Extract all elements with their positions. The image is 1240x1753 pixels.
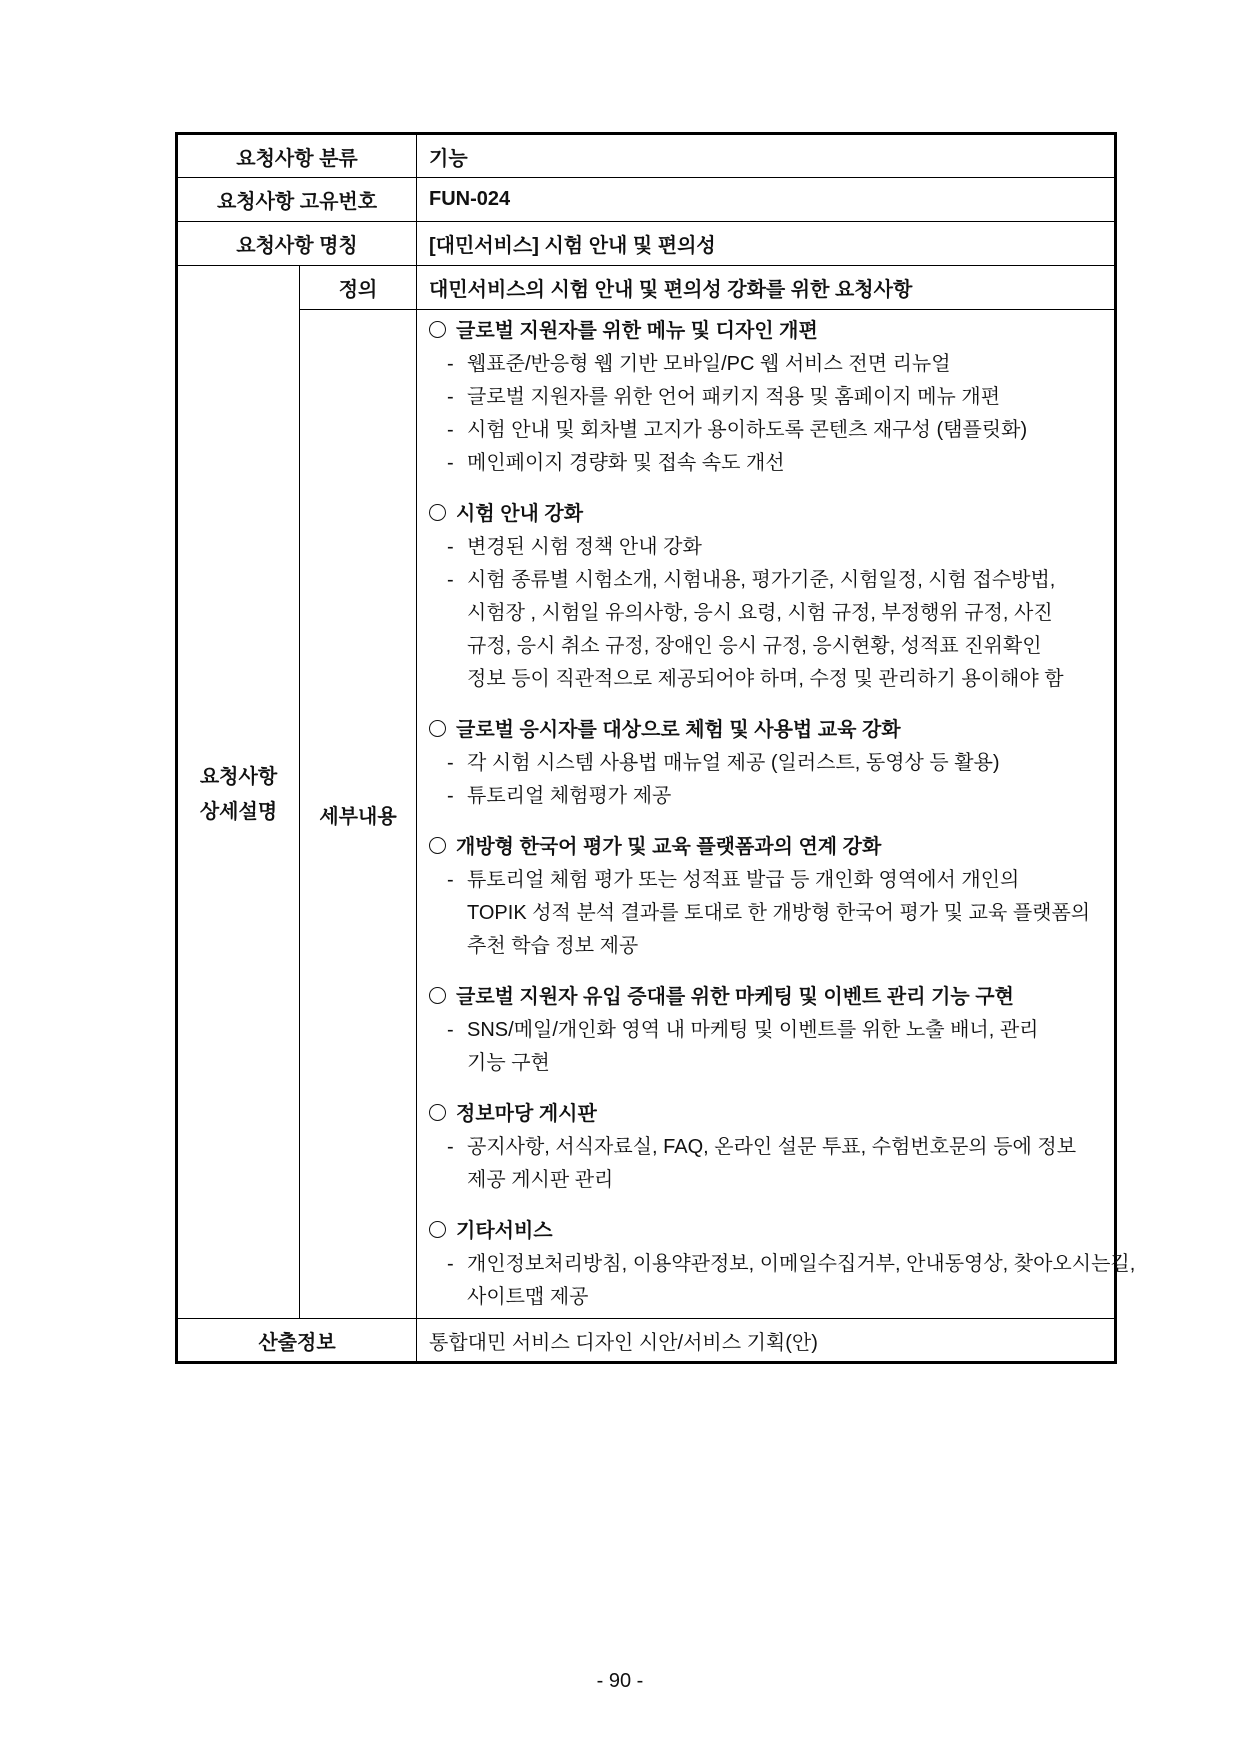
detail-line-text: TOPIK 성적 분석 결과를 토대로 한 개방형 한국어 평가 및 교육 플랫폼의: [467, 901, 1091, 924]
circle-bullet-icon: [429, 1104, 446, 1121]
dash-bullet-icon: -: [447, 751, 454, 774]
detail-section: [429, 498, 1102, 696]
row-output: [177, 1319, 1116, 1363]
detail-line: [429, 381, 1102, 414]
dash-bullet-icon: -: [447, 868, 454, 891]
detail-label: [177, 266, 300, 1319]
name-value: [대민서비스] 시험 안내 및 편의성: [417, 222, 1116, 266]
requirement-table: [175, 132, 1136, 1364]
detail-line-text: 시험 종류별 시험소개, 시험내용, 평가기준, 시험일정, 시험 접수방법,: [467, 568, 1056, 591]
circle-bullet-icon: [429, 720, 446, 737]
detail-line: [429, 1281, 1102, 1314]
detail-line-text: 튜토리얼 체험평가 제공: [467, 784, 672, 807]
output-value: 통합대민 서비스 디자인 시안/서비스 기획(안): [417, 1319, 1116, 1363]
detail-line-text: 추천 학습 정보 제공: [467, 934, 639, 957]
detail-line: [429, 414, 1102, 447]
detail-line: [429, 597, 1102, 630]
circle-bullet-icon: [429, 504, 446, 521]
dash-bullet-icon: -: [447, 1135, 454, 1158]
detail-line: [429, 447, 1102, 480]
detail-line-text: 웹표준/반응형 웹 기반 모바일/PC 웹 서비스 전면 리뉴얼: [467, 352, 951, 375]
detail-line: [429, 1047, 1102, 1080]
dash-bullet-icon: -: [447, 1252, 454, 1275]
name-label: 요청사항 명칭: [177, 222, 417, 266]
detail-line: [429, 630, 1102, 663]
row-name: [177, 222, 1116, 266]
detail-line: [429, 864, 1102, 897]
detail-line: [429, 1131, 1102, 1164]
detail-section: [429, 315, 1102, 480]
detail-line: [429, 1248, 1136, 1281]
detail-line-text: 메인페이지 경량화 및 접속 속도 개선: [467, 451, 785, 474]
definition-value: 대민서비스의 시험 안내 및 편의성 강화를 위한 요청사항: [417, 266, 1116, 310]
section-heading: [429, 1098, 1102, 1131]
page-number: - 90 -: [596, 1670, 644, 1692]
detail-line-text: 공지사항, 서식자료실, FAQ, 온라인 설문 투표, 수험번호문의 등에 정보: [467, 1135, 1077, 1158]
detail-line-text: SNS/메일/개인화 영역 내 마케팅 및 이벤트를 위한 노출 배너, 관리: [467, 1018, 1039, 1041]
detail-line-text: 정보 등이 직관적으로 제공되어야 하며, 수정 및 관리하기 용이해야 함: [467, 667, 1064, 690]
detail-section: [429, 1215, 1136, 1314]
detail-line: [429, 564, 1102, 597]
dash-bullet-icon: -: [447, 1018, 454, 1041]
dash-bullet-icon: -: [447, 568, 454, 591]
section-heading-text: 기타서비스: [456, 1219, 553, 1242]
category-value: 기능: [417, 134, 1116, 178]
row-details: [177, 310, 1116, 1319]
detail-line: [429, 348, 1102, 381]
section-heading: [429, 831, 1102, 864]
detail-line-text: 기능 구현: [467, 1051, 550, 1074]
section-heading-text: 정보마당 게시판: [456, 1102, 597, 1125]
row-id: [177, 178, 1116, 222]
section-heading-text: 시험 안내 강화: [456, 502, 584, 525]
detail-line-text: 각 시험 시스템 사용법 매뉴얼 제공 (일러스트, 동영상 등 활용): [467, 751, 1000, 774]
detail-section: [429, 714, 1102, 813]
id-label: 요청사항 고유번호: [177, 178, 417, 222]
section-heading-text: 글로벌 지원자를 위한 메뉴 및 디자인 개편: [456, 319, 818, 342]
dash-bullet-icon: -: [447, 451, 454, 474]
section-heading: [429, 981, 1102, 1014]
detail-line-text: 글로벌 지원자를 위한 언어 패키지 적용 및 홈페이지 메뉴 개편: [467, 385, 1001, 408]
detail-section: [429, 981, 1102, 1080]
detail-section: [429, 831, 1102, 963]
detail-line-text: 규정, 응시 취소 규정, 장애인 응시 규정, 응시현황, 성적표 진위확인: [467, 634, 1042, 657]
detail-line: [429, 897, 1102, 930]
detail-line: [429, 780, 1102, 813]
detail-label-line2: 상세설명: [199, 801, 278, 823]
row-category: [177, 134, 1116, 178]
dash-bullet-icon: -: [447, 535, 454, 558]
section-heading: [429, 1215, 1102, 1248]
details-content: [417, 310, 1136, 1319]
detail-line: [429, 1014, 1102, 1047]
detail-line-text: 제공 게시판 관리: [467, 1168, 614, 1191]
category-label: 요청사항 분류: [177, 134, 417, 178]
circle-bullet-icon: [429, 1221, 446, 1238]
dash-bullet-icon: -: [447, 352, 454, 375]
row-definition: [177, 266, 1116, 310]
detail-line-text: 시험장 , 시험일 유의사항, 응시 요령, 시험 규정, 부정행위 규정, 사진: [467, 601, 1053, 624]
circle-bullet-icon: [429, 837, 446, 854]
dash-bullet-icon: -: [447, 418, 454, 441]
details-label: 세부내용: [300, 310, 417, 1319]
section-heading-text: 글로벌 지원자 유입 증대를 위한 마케팅 및 이벤트 관리 기능 구현: [456, 985, 1014, 1008]
dash-bullet-icon: -: [447, 385, 454, 408]
output-label: 산출정보: [177, 1319, 417, 1363]
section-heading-text: 개방형 한국어 평가 및 교육 플랫폼과의 연계 강화: [456, 835, 882, 858]
detail-line-text: 튜토리얼 체험 평가 또는 성적표 발급 등 개인화 영역에서 개인의: [467, 868, 1020, 891]
detail-line: [429, 663, 1102, 696]
detail-line-text: 시험 안내 및 회차별 고지가 용이하도록 콘텐츠 재구성 (탬플릿화): [467, 418, 1028, 441]
id-value: FUN-024: [417, 178, 1116, 222]
detail-section: [429, 1098, 1102, 1197]
detail-line-text: 사이트맵 제공: [467, 1285, 589, 1308]
detail-line: [429, 930, 1102, 963]
detail-line: [429, 531, 1102, 564]
detail-line: [429, 747, 1102, 780]
section-heading: [429, 714, 1102, 747]
detail-line-text: 개인정보처리방침, 이용약관정보, 이메일수집거부, 안내동영상, 찾아오시는길,: [467, 1252, 1136, 1275]
detail-line: [429, 1164, 1102, 1197]
section-heading-text: 글로벌 응시자를 대상으로 체험 및 사용법 교육 강화: [456, 718, 901, 741]
circle-bullet-icon: [429, 321, 446, 338]
section-heading: [429, 498, 1102, 531]
definition-label: 정의: [300, 266, 417, 310]
circle-bullet-icon: [429, 987, 446, 1004]
dash-bullet-icon: -: [447, 784, 454, 807]
detail-line-text: 변경된 시험 정책 안내 강화: [467, 535, 702, 558]
section-heading: [429, 315, 1102, 348]
detail-label-line1: 요청사항: [199, 766, 278, 788]
